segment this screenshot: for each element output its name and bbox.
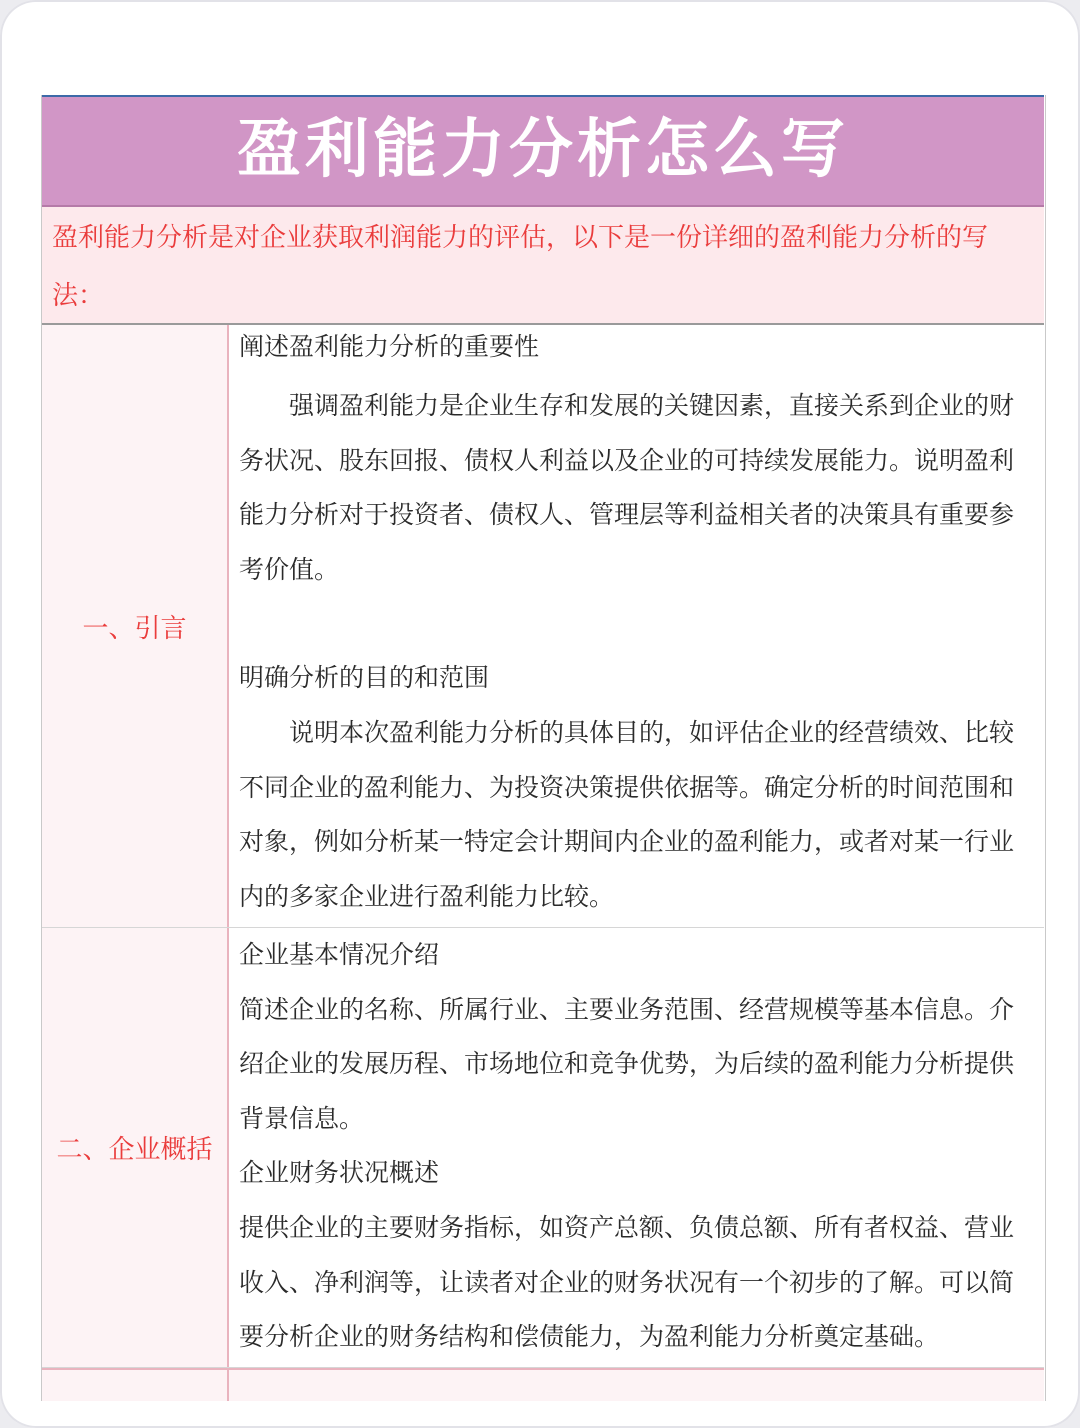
document-table	[41, 95, 1046, 1401]
section-content	[231, 928, 1041, 1367]
intro-text: 盈利能力分析是对企业获取利润能力的评估，以下是一份详细的盈利能力分析的写法：	[42, 207, 1044, 325]
subsection-heading: 阐述盈利能力分析的重要性	[239, 332, 540, 361]
subsection-heading: 明确分析的目的和范围	[239, 663, 490, 693]
section-label: 一、引言	[42, 325, 229, 927]
section-row-introduction	[42, 325, 1044, 928]
section-label-cell	[42, 1370, 229, 1401]
subsection-heading: 企业基本情况介绍	[239, 940, 440, 969]
section-label: 二、企业概括	[42, 928, 229, 1367]
subsection-body: 强调盈利能力是企业生存和发展的关键因素，直接关系到企业的财务状况、股东回报、债权人利益以及企业的可持续发展能力。说明盈利能力分析对于投资者、债权人、管理层等利益相关者的决策具有重要参考价值。	[239, 391, 1015, 584]
subsection-body: 提供企业的主要财务指标，如资产总额、负债总额、所有者权益、营业收入、净利润等，让读者对企业的财务状况有一个初步的了解。可以简要分析企业的财务结构和偿债能力，为盈利能力分析奠定基础。	[239, 1212, 1015, 1352]
spacer	[239, 597, 1033, 651]
section-row-company-overview	[42, 928, 1044, 1368]
page-title: 盈利能力分析怎么写	[42, 95, 1044, 207]
next-section-row	[42, 1368, 1044, 1401]
subsection-body: 简述企业的名称、所属行业、主要业务范围、经营规模等基本信息。介绍企业的发展历程、市场地位和竞争优势，为后续的盈利能力分析提供背景信息。	[239, 994, 1015, 1133]
section-content	[231, 325, 1041, 927]
subsection-body: 说明本次盈利能力分析的具体目的，如评估企业的经营绩效、比较不同企业的盈利能力、为投资决策提供依据等。确定分析的时间范围和对象，例如分析某一特定会计期间内企业的盈利能力，或者对某一行业内的多家企业进行盈利能力比较。	[239, 717, 1015, 911]
subsection-heading: 企业财务状况概述	[239, 1158, 440, 1188]
